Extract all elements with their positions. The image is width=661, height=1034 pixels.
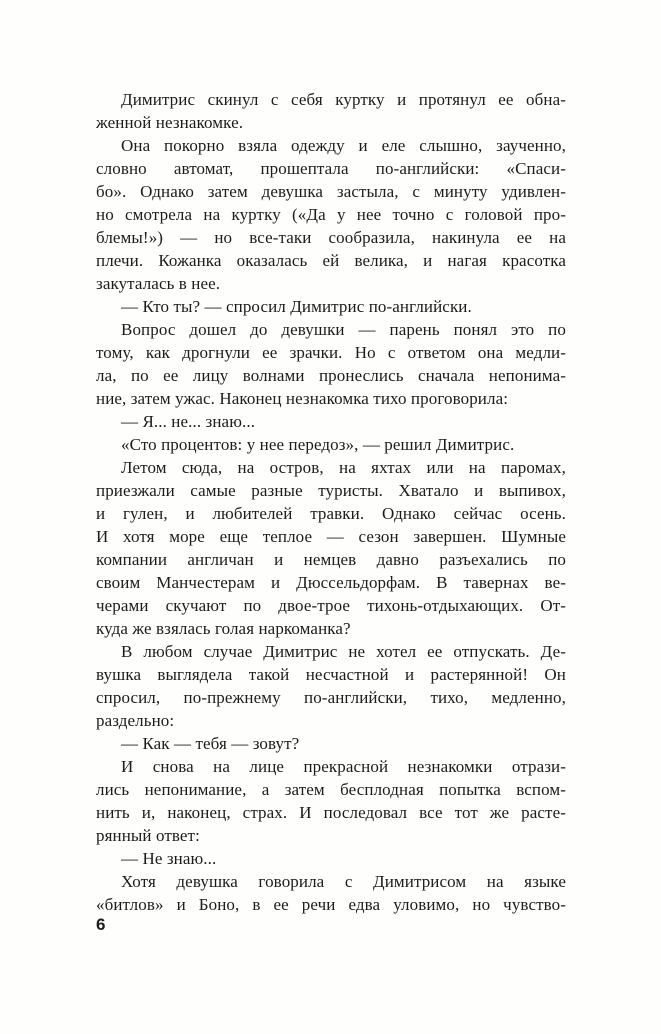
paragraph bbox=[96, 295, 566, 318]
text-line: — Как — тебя — зовут? bbox=[121, 734, 300, 753]
text-line: своим Манчестерам и Дюссельдорфам. В тавернах ве- bbox=[96, 573, 566, 592]
text-line: куда же взялась голая наркоманка? bbox=[96, 619, 351, 638]
text-line: компании англичан и немцев давно разъехались по bbox=[96, 550, 566, 569]
text-line: женной незнакомке. bbox=[96, 113, 244, 132]
text-line: нить и, наконец, страх. И последовал все тот же расте- bbox=[96, 803, 566, 822]
paragraph bbox=[96, 640, 566, 732]
text-line: черами скучают по двое-трое тихонь-отдыхающих. От- bbox=[96, 596, 566, 615]
paragraph bbox=[96, 870, 566, 916]
text-line: «Сто процентов: у нее передоз», — решил Димитрис. bbox=[121, 435, 515, 454]
text-line: словно автомат, прошептала по-английски: «Спаси- bbox=[96, 159, 566, 178]
paragraph bbox=[96, 88, 566, 134]
paragraph bbox=[96, 410, 566, 433]
paragraph bbox=[96, 134, 566, 295]
text-line: бо». Однако затем девушка застыла, с минуту удивлен- bbox=[96, 182, 566, 201]
paragraph bbox=[96, 755, 566, 847]
text-line: Димитрис скинул с себя куртку и протянул ее обна- bbox=[121, 90, 566, 109]
text-line: Она покорно взяла одежду и еле слышно, заученно, bbox=[121, 136, 566, 155]
text-line: Вопрос дошел до девушки — парень понял это по bbox=[121, 320, 566, 339]
text-line: но смотрела на куртку («Да у нее точно с головой про- bbox=[96, 205, 566, 224]
paragraph bbox=[96, 318, 566, 410]
text-line: ла, по ее лицу волнами пронеслись сначала непонима- bbox=[96, 366, 566, 385]
text-line: приезжали самые разные туристы. Хватало и выпивох, bbox=[96, 481, 566, 500]
text-line: закуталась в нее. bbox=[96, 274, 221, 293]
paragraph bbox=[96, 456, 566, 640]
text-line: «битлов» и Боно, в ее речи едва уловимо, но чувство- bbox=[96, 895, 566, 914]
text-line: — Не знаю... bbox=[121, 849, 217, 868]
text-line: Хотя девушка говорила с Димитрисом на языке bbox=[121, 872, 566, 891]
text-line: вушка выглядела такой несчастной и растерянной! Он bbox=[96, 665, 566, 684]
text-line: В любом случае Димитрис не хотел ее отпускать. Де- bbox=[121, 642, 566, 661]
text-line: раздельно: bbox=[96, 711, 175, 730]
text-line: плечи. Кожанка оказалась ей велика, и нагая красотка bbox=[96, 251, 566, 270]
text-line: — Я... не... знаю... bbox=[121, 412, 256, 431]
paragraph bbox=[96, 847, 566, 870]
text-line: И хотя море еще теплое — сезон завершен. Шумные bbox=[96, 527, 566, 546]
text-line: Летом сюда, на остров, на яхтах или на паромах, bbox=[121, 458, 566, 477]
paragraph bbox=[96, 732, 566, 755]
text-line: блемы!») — но все-таки сообразила, накинула ее на bbox=[96, 228, 566, 247]
text-line: ние, затем ужас. Наконец незнакомка тихо проговорила: bbox=[96, 389, 509, 408]
text-line: тому, как дрогнули ее зрачки. Но с ответом она медли- bbox=[96, 343, 566, 362]
paragraph bbox=[96, 433, 566, 456]
text-line: спросил, по-прежнему по-английски, тихо, медленно, bbox=[96, 688, 566, 707]
page-text bbox=[96, 88, 566, 916]
page-number: 6 bbox=[96, 915, 106, 934]
text-line: — Кто ты? — спросил Димитрис по-английски. bbox=[121, 297, 472, 316]
text-line: и гулен, и любителей травки. Однако сейчас осень. bbox=[96, 504, 566, 523]
text-line: И снова на лице прекрасной незнакомки отрази- bbox=[121, 757, 566, 776]
text-line: лись непонимание, а затем бесплодная попытка вспом- bbox=[96, 780, 566, 799]
text-line: рянный ответ: bbox=[96, 826, 200, 845]
